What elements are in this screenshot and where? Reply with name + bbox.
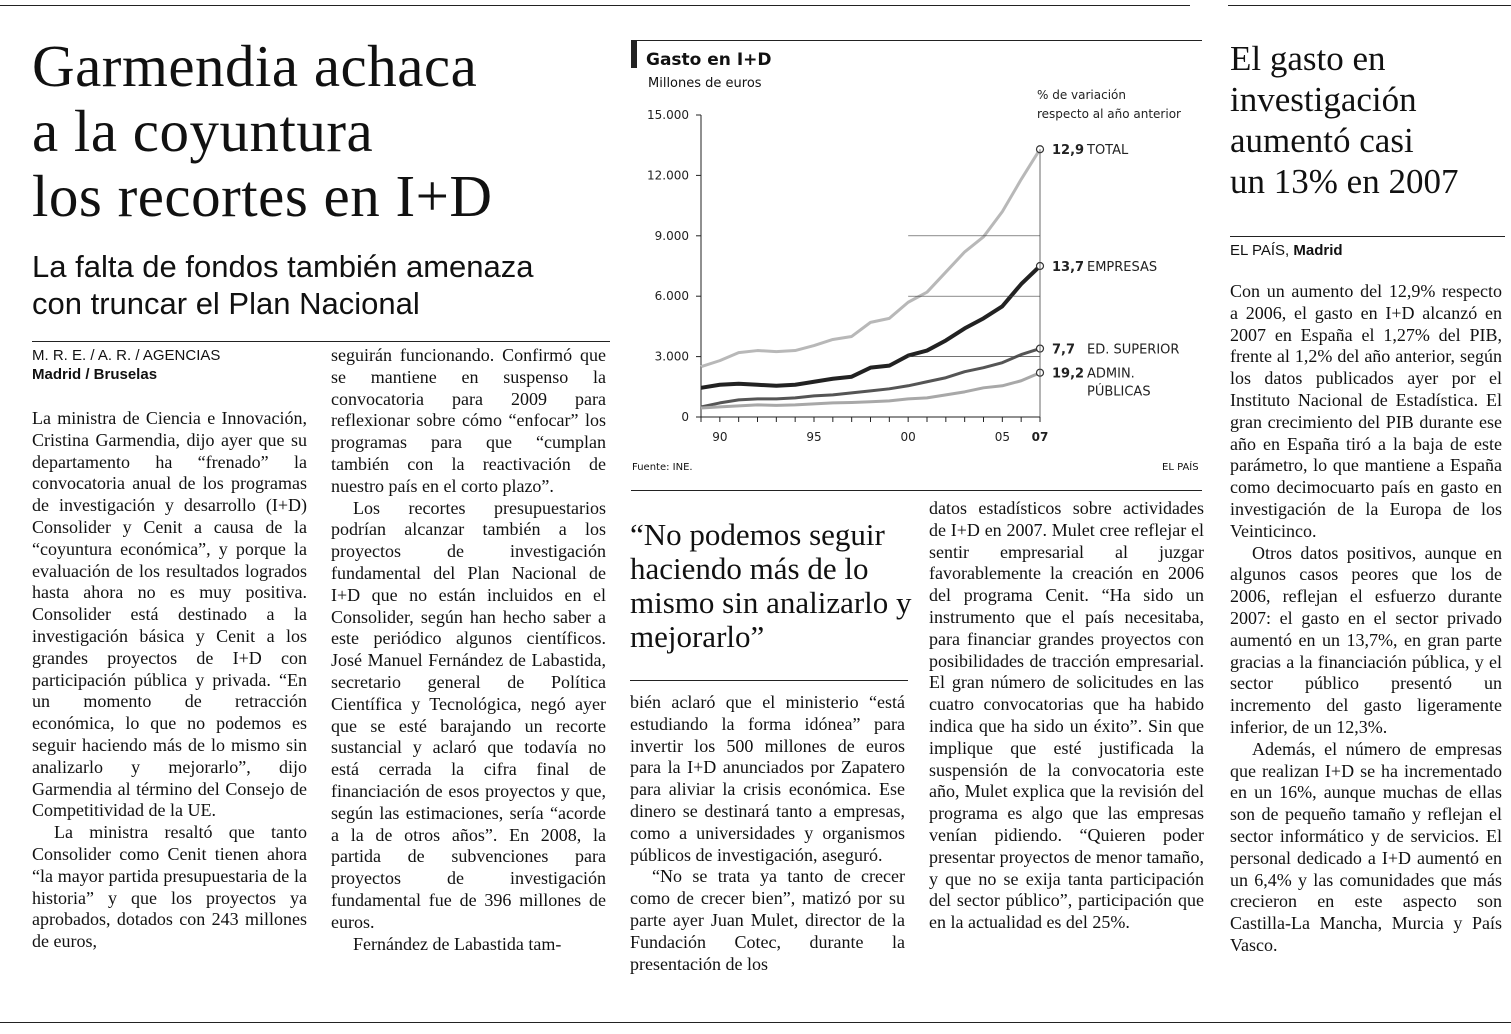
series-name-label: ED. SUPERIOR <box>1087 342 1180 358</box>
chart-source: Fuente: INE. <box>632 462 693 473</box>
paragraph: Otros datos positivos, aunque en algunos casos peores que los de 2006, reflejan el esfuerzo durante 2007: el gasto en el sector privado aumentó en un 13,7%, en gran parte gracias a la financiación pública, y el sector público presentó un incremento del gasto ligeramente inferior, de un 12,3%. <box>1230 542 1502 737</box>
subheadline-line: con truncar el Plan Nacional <box>32 286 420 321</box>
paragraph: La ministra de Ciencia e Innovación, Cristina Garmendia, dijo ayer que su departamento ha “frenado” la convocatoria anual de los programas de investigación y desarrollo (I+D) Consolider y Cenit a causa de la “coyuntura económica”, y porque la evaluación de los resultados logrados hasta ahora no es muy positiva. Consolider está destinado a la investigación básica y Cenit a los grandes proyectos de I+D con participación pública y privada. “En un momento de retracción económica, lo que no podemos es seguir haciendo más de lo mismo sin analizarlo y mejorarlo”, dijo Garmendia al término del Consejo de Competitividad de la UE. <box>32 408 307 821</box>
article-column-4 <box>929 498 1204 934</box>
byline-author: M. R. E. / A. R. / AGENCIAS <box>32 347 221 364</box>
side-byline <box>1230 241 1343 260</box>
paragraph: Además, el número de empresas que realizan I+D se ha incrementado en un 16%, aunque muchas de ellas son de pequeño tamaño y reflejan el sector informático y de servicios. El personal dedicado a I+D aumentó en un 6,4% y las comunidades que más crecieron en este aspecto son Castilla-La Mancha, Murcia y País Vasco. <box>1230 738 1502 955</box>
byline-place: Madrid / Bruselas <box>32 366 158 383</box>
series-line-total <box>701 149 1040 366</box>
annotation-header: respecto al año anterior <box>1037 107 1181 121</box>
subheadline-line: La falta de fondos también amenaza <box>32 249 534 284</box>
chart-title-marker <box>631 40 637 68</box>
byline <box>32 346 322 384</box>
series-name-label: ADMIN. <box>1087 366 1135 382</box>
subheadline <box>32 248 612 322</box>
paragraph: “No se trata ya tanto de crecer como de crecer bien”, matizó por su parte ayer Juan Mulet, director de la Fundación Cotec, durante la presentación de los <box>630 866 905 974</box>
series-name-label: PÚBLICAS <box>1087 384 1151 400</box>
series-pct-label: 7,7 <box>1052 342 1076 358</box>
byline-rule <box>32 341 610 342</box>
headline-line: Garmendia achaca <box>32 33 478 99</box>
chart <box>631 84 1203 460</box>
side-headline <box>1230 38 1505 202</box>
article-column-1 <box>32 408 307 953</box>
side-headline-line: un 13% en 2007 <box>1230 162 1459 201</box>
paragraph: seguirán funcionando. Confirmó que se mantiene en suspenso la convocatoria para 2009 para reflexionar sobre cómo “enfocar” los programas para que “cumplan también con la reactivación de nuestro país en el corto plazo”. <box>331 345 606 496</box>
article-column-2 <box>331 345 606 955</box>
side-byline-source: EL PAÍS, <box>1230 242 1290 259</box>
top-rule-left <box>0 5 1190 6</box>
article-column-3 <box>630 692 905 975</box>
series-pct-label: 13,7 <box>1052 260 1085 275</box>
side-byline-rule <box>1230 236 1505 237</box>
paragraph: Con un aumento del 12,9% respecto a 2006, el gasto en I+D alcanzó en 2007 en España el 1,27% del PIB, frente al 1,2% del año anterior, según los datos publicados ayer por el Instituto Nacional de Estadística. El gran crecimiento del PIB durante ese año en España tiró a la baja de este parámetro, lo que mantiene a España como decimocuarto país en gasto en investigación de la Europa de los Veinticinco. <box>1230 281 1502 541</box>
side-byline-place: Madrid <box>1293 242 1343 259</box>
y-tick-label: 9.000 <box>654 228 689 243</box>
paragraph: bién aclaró que el ministerio “está estudiando la forma idónea” para invertir los 500 millones de euros para la I+D anunciados por Zapatero para aliviar la crisis económica. Ese dinero se destinará tanto a empresas, como a universidades y organismos públicos de investigación, aseguró. <box>630 692 905 865</box>
headline <box>32 34 612 229</box>
y-tick-label: 6.000 <box>654 289 689 304</box>
paragraph: La ministra resaltó que tanto Consolider como Cenit tienen ahora “la mayor partida presupuestaria de la historia” y que los proyectos ya aprobados, dotados con 243 millones de euros, <box>32 822 307 952</box>
series-pct-label: 19,2 <box>1052 366 1085 382</box>
x-tick-label: 95 <box>806 430 822 444</box>
x-tick-label: 07 <box>1031 430 1049 444</box>
paragraph: Los recortes presupuestarios podrían alcanzar también a los proyectos de investigación fundamental del Plan Nacional de I+D que no están incluidos en el Consolider, según han hecho saber a este periódico algunos científicos. José Manuel Fernández de Labastida, secretario general de Política Científica y Tecnológica, negó ayer que se esté barajando un recorte sustancial y aclaró que todavía no está cerrada la cifra final de financiación de esos proyectos y que, según las estimaciones, sería “acorde a la de otros años”. En 2008, la partida de subvenciones para proyectos de investigación fundamental fue de 396 millones de euros. <box>331 497 606 932</box>
y-tick-label: 15.000 <box>647 108 689 122</box>
pull-quote: “No podemos seguir haciendo más de lo mismo sin analizarlo y mejorarlo” <box>630 517 912 654</box>
headline-line: a la coyuntura <box>32 98 374 164</box>
chart-bottom-rule <box>631 490 1202 491</box>
series-line-empresas <box>701 266 1040 388</box>
chart-ylabel: Millones de euros <box>648 76 762 91</box>
paragraph: datos estadísticos sobre actividades de I+D en 2007. Mulet cree reflejar el sentir empresarial al juzgar favorablemente la creación en 2006 del programa Cenit. “Ha sido un instrumento que el país necesitaba, para financiar grandes proyectos con posibilidades de tracción empresarial. El gran número de solicitudes en las cuatro convocatorias que ha habido indica que ha sido un éxito”. Sin que implique que esté justificada la suspensión de la convocatoria este año, Mulet explica que la revisión del programa es algo que las empresas venían pidiendo. “Quieren poder presentar proyectos de menor tamaño, y que no se exija tanta participación del sector público”, participación que en la actualidad es del 25%. <box>929 498 1204 933</box>
chart-credit: EL PAÍS <box>1162 462 1199 473</box>
side-headline-line: El gasto en <box>1230 39 1386 78</box>
series-pct-label: 12,9 <box>1052 143 1085 159</box>
side-headline-line: investigación <box>1230 80 1417 119</box>
series-name-label: TOTAL <box>1087 143 1129 159</box>
bottom-rule <box>0 1022 1511 1023</box>
y-tick-label: 12.000 <box>647 168 689 183</box>
chart-top-rule <box>631 40 1202 41</box>
x-tick-label: 90 <box>712 430 728 444</box>
pull-quote-rule <box>630 680 908 681</box>
x-tick-label: 00 <box>900 430 916 444</box>
side-column <box>1230 281 1502 957</box>
y-tick-label: 3.000 <box>654 349 689 364</box>
series-name-label: EMPRESAS <box>1087 260 1158 275</box>
headline-line: los recortes en I+D <box>32 163 493 229</box>
series-line-ed-superior <box>701 349 1040 407</box>
paragraph: Fernández de Labastida tam- <box>353 933 562 954</box>
chart-title: Gasto en I+D <box>646 50 772 70</box>
x-tick-label: 05 <box>994 430 1010 444</box>
annotation-header: % de variación <box>1037 88 1126 102</box>
side-headline-line: aumentó casi <box>1230 121 1414 160</box>
y-tick-label: 0 <box>681 410 689 424</box>
top-rule-right <box>1228 5 1511 6</box>
